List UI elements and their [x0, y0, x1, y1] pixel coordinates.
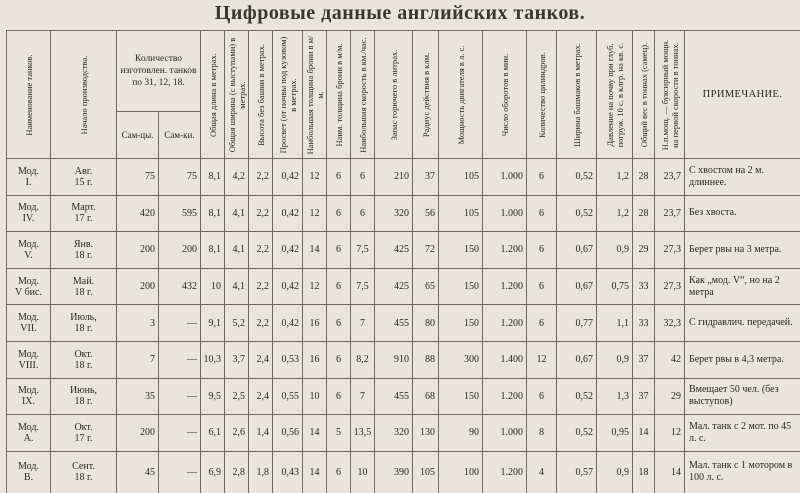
cell-range: 80 — [413, 305, 439, 342]
cell-start: Окт. 18 г. — [51, 341, 117, 378]
cell-clearance: 0,42 — [273, 232, 303, 269]
cell-female: — — [159, 378, 201, 415]
header-max-armor: Наибольшая толщина брони в м/м. — [303, 31, 327, 159]
header-qty-female: Сам-ки. — [159, 112, 201, 159]
cell-range: 72 — [413, 232, 439, 269]
cell-note: Вмещает 50 чел. (без выступов) — [685, 378, 800, 415]
cell-note: Мал. танк с 1 мотором в 100 л. с. — [685, 451, 800, 493]
cell-note: Как „мод. V“, но на 2 метра — [685, 268, 800, 305]
cell-female: — — [159, 415, 201, 452]
cell-height: 2,2 — [249, 305, 273, 342]
cell-max-armor: 10 — [303, 378, 327, 415]
cell-clearance: 0,43 — [273, 451, 303, 493]
table-row — [7, 232, 800, 269]
cell-power: 105 — [439, 195, 483, 232]
cell-fuel: 320 — [375, 195, 413, 232]
cell-speed: 6 — [351, 195, 375, 232]
cell-speed: 10 — [351, 451, 375, 493]
cell-width: 4,2 — [225, 159, 249, 196]
cell-male: 200 — [117, 268, 159, 305]
cell-max-armor: 14 — [303, 415, 327, 452]
cell-pressure: 1,2 — [597, 159, 633, 196]
cell-fuel: 320 — [375, 415, 413, 452]
cell-female: 75 — [159, 159, 201, 196]
cell-width: 2,8 — [225, 451, 249, 493]
cell-range: 37 — [413, 159, 439, 196]
cell-track: 0,52 — [557, 159, 597, 196]
cell-ratio: 32,3 — [655, 305, 685, 342]
cell-speed: 7,5 — [351, 268, 375, 305]
cell-ratio: 12 — [655, 415, 685, 452]
cell-weight: 29 — [633, 232, 655, 269]
cell-max-armor: 12 — [303, 159, 327, 196]
cell-height: 2,4 — [249, 378, 273, 415]
cell-name: Мод. V. — [7, 232, 51, 269]
cell-note: С хвостом на 2 м. длиннее. — [685, 159, 800, 196]
header-note: ПРИМЕЧАНИЕ. — [685, 31, 800, 159]
cell-height: 2,2 — [249, 159, 273, 196]
cell-max-armor: 16 — [303, 341, 327, 378]
cell-max-armor: 14 — [303, 232, 327, 269]
cell-range: 65 — [413, 268, 439, 305]
cell-female: 432 — [159, 268, 201, 305]
cell-rpm: 1.000 — [483, 415, 527, 452]
cell-name: Мод. IV. — [7, 195, 51, 232]
header-length: Общая длина в метрах. — [201, 31, 225, 159]
cell-min-armor: 6 — [327, 159, 351, 196]
cell-fuel: 425 — [375, 232, 413, 269]
cell-power: 105 — [439, 159, 483, 196]
cell-male: 7 — [117, 341, 159, 378]
cell-ratio: 27,3 — [655, 232, 685, 269]
table-row — [7, 305, 800, 342]
cell-note: Без хвоста. — [685, 195, 800, 232]
cell-rpm: 1.200 — [483, 451, 527, 493]
cell-length: 6,1 — [201, 415, 225, 452]
cell-height: 1,4 — [249, 415, 273, 452]
cell-width: 4,1 — [225, 268, 249, 305]
cell-min-armor: 6 — [327, 195, 351, 232]
cell-weight: 37 — [633, 341, 655, 378]
cell-weight: 14 — [633, 415, 655, 452]
table-row — [7, 415, 800, 452]
cell-power: 90 — [439, 415, 483, 452]
cell-width: 3,7 — [225, 341, 249, 378]
table-body — [7, 159, 800, 493]
cell-cyl: 6 — [527, 232, 557, 269]
cell-male: 200 — [117, 232, 159, 269]
cell-cyl: 8 — [527, 415, 557, 452]
cell-start: Март. 17 г. — [51, 195, 117, 232]
header-min-armor: Наим. толщина брони в м/м. — [327, 31, 351, 159]
table-row — [7, 268, 800, 305]
cell-female: — — [159, 341, 201, 378]
cell-power: 150 — [439, 305, 483, 342]
cell-min-armor: 6 — [327, 451, 351, 493]
cell-cyl: 6 — [527, 195, 557, 232]
cell-track: 0,67 — [557, 268, 597, 305]
cell-range: 130 — [413, 415, 439, 452]
header-qty-group: Количество изготовлен. танков по 31, 12, 18. — [117, 31, 201, 112]
cell-max-armor: 16 — [303, 305, 327, 342]
header-range: Радиус действия в клм. — [413, 31, 439, 159]
cell-note: Берет рвы на 3 метра. — [685, 232, 800, 269]
cell-power: 150 — [439, 232, 483, 269]
cell-width: 4,1 — [225, 195, 249, 232]
cell-length: 8,1 — [201, 159, 225, 196]
table-row — [7, 159, 800, 196]
cell-ratio: 23,7 — [655, 159, 685, 196]
cell-cyl: 12 — [527, 341, 557, 378]
cell-power: 300 — [439, 341, 483, 378]
page-title: Цифровые данные английских танков. — [214, 2, 586, 24]
cell-male: 420 — [117, 195, 159, 232]
cell-female: 200 — [159, 232, 201, 269]
cell-height: 2,2 — [249, 268, 273, 305]
cell-rpm: 1.000 — [483, 195, 527, 232]
cell-pressure: 1,2 — [597, 195, 633, 232]
cell-female: 595 — [159, 195, 201, 232]
header-cylinders: Количество цилиндров. — [527, 31, 557, 159]
cell-width: 2,5 — [225, 378, 249, 415]
cell-max-armor: 12 — [303, 268, 327, 305]
cell-length: 8,1 — [201, 232, 225, 269]
cell-length: 6,9 — [201, 451, 225, 493]
cell-cyl: 6 — [527, 378, 557, 415]
tank-data-table — [6, 30, 800, 493]
cell-cyl: 6 — [527, 159, 557, 196]
cell-clearance: 0,53 — [273, 341, 303, 378]
cell-min-armor: 5 — [327, 415, 351, 452]
cell-fuel: 390 — [375, 451, 413, 493]
cell-male: 75 — [117, 159, 159, 196]
cell-note: Мал. танк с 2 мот. по 45 л. с. — [685, 415, 800, 452]
cell-rpm: 1.200 — [483, 305, 527, 342]
header-power: Мощность двигателя в л. с. — [439, 31, 483, 159]
cell-ratio: 14 — [655, 451, 685, 493]
cell-weight: 33 — [633, 268, 655, 305]
cell-range: 56 — [413, 195, 439, 232]
header-fuel: Запас горючего в литрах. — [375, 31, 413, 159]
cell-start: Июнь, 18 г. — [51, 378, 117, 415]
cell-speed: 6 — [351, 159, 375, 196]
cell-pressure: 1,3 — [597, 378, 633, 415]
cell-fuel: 455 — [375, 378, 413, 415]
cell-name: Мод. A. — [7, 415, 51, 452]
cell-track: 0,67 — [557, 232, 597, 269]
cell-start: Окт. 17 г. — [51, 415, 117, 452]
cell-height: 2,2 — [249, 232, 273, 269]
cell-track: 0,77 — [557, 305, 597, 342]
cell-length: 10,3 — [201, 341, 225, 378]
cell-width: 5,2 — [225, 305, 249, 342]
header-height: Высота без башни в метрах. — [249, 31, 273, 159]
cell-min-armor: 6 — [327, 268, 351, 305]
cell-male: 200 — [117, 415, 159, 452]
cell-clearance: 0,42 — [273, 195, 303, 232]
cell-weight: 18 — [633, 451, 655, 493]
cell-weight: 28 — [633, 195, 655, 232]
header-start: Начало производства. — [51, 31, 117, 159]
cell-start: Авг. 15 г. — [51, 159, 117, 196]
cell-name: Мод. IX. — [7, 378, 51, 415]
cell-clearance: 0,42 — [273, 305, 303, 342]
header-clearance: Просвет (от почвы под кузовом) в метрах. — [273, 31, 303, 159]
cell-start: Янв. 18 г. — [51, 232, 117, 269]
cell-pressure: 1,1 — [597, 305, 633, 342]
cell-rpm: 1.000 — [483, 159, 527, 196]
header-pressure: Давление на почву при глуб. погруж. 10 с. в клгр. на кв. с. — [597, 31, 633, 159]
cell-power: 150 — [439, 268, 483, 305]
cell-min-armor: 6 — [327, 378, 351, 415]
header-width: Общая ширина (с выступами) в метрах. — [225, 31, 249, 159]
cell-speed: 7,5 — [351, 232, 375, 269]
cell-fuel: 425 — [375, 268, 413, 305]
cell-start: Май. 18 г. — [51, 268, 117, 305]
cell-length: 9,5 — [201, 378, 225, 415]
cell-cyl: 6 — [527, 305, 557, 342]
cell-clearance: 0,56 — [273, 415, 303, 452]
cell-min-armor: 6 — [327, 341, 351, 378]
cell-pressure: 0,95 — [597, 415, 633, 452]
table-row — [7, 341, 800, 378]
cell-speed: 7 — [351, 305, 375, 342]
cell-speed: 8,2 — [351, 341, 375, 378]
cell-ratio: 42 — [655, 341, 685, 378]
cell-male: 45 — [117, 451, 159, 493]
cell-height: 2,2 — [249, 195, 273, 232]
cell-speed: 7 — [351, 378, 375, 415]
cell-fuel: 910 — [375, 341, 413, 378]
cell-cyl: 4 — [527, 451, 557, 493]
cell-fuel: 455 — [375, 305, 413, 342]
header-speed: Наибольшая скорость в км./час. — [351, 31, 375, 159]
cell-min-armor: 6 — [327, 232, 351, 269]
cell-width: 2,6 — [225, 415, 249, 452]
cell-male: 35 — [117, 378, 159, 415]
cell-clearance: 0,42 — [273, 268, 303, 305]
cell-pressure: 0,9 — [597, 451, 633, 493]
cell-rpm: 1.200 — [483, 232, 527, 269]
cell-pressure: 0,75 — [597, 268, 633, 305]
header-rpm: Число оборотов в мин. — [483, 31, 527, 159]
cell-length: 8,1 — [201, 195, 225, 232]
table-row — [7, 378, 800, 415]
cell-fuel: 210 — [375, 159, 413, 196]
cell-rpm: 1.200 — [483, 268, 527, 305]
cell-name: Мод. B. — [7, 451, 51, 493]
cell-ratio: 29 — [655, 378, 685, 415]
cell-start: Сент. 18 г. — [51, 451, 117, 493]
cell-range: 105 — [413, 451, 439, 493]
cell-track: 0,52 — [557, 415, 597, 452]
cell-length: 10 — [201, 268, 225, 305]
cell-name: Мод. I. — [7, 159, 51, 196]
header-power-ratio: Н.п.мощ. — буксирный мощн. на первой скорости в тоннах. — [655, 31, 685, 159]
cell-rpm: 1.200 — [483, 378, 527, 415]
cell-ratio: 27,3 — [655, 268, 685, 305]
header-weight: Общий вес в тоннах (самец). — [633, 31, 655, 159]
cell-weight: 33 — [633, 305, 655, 342]
cell-name: Мод. V бис. — [7, 268, 51, 305]
cell-clearance: 0,42 — [273, 159, 303, 196]
cell-track: 0,52 — [557, 195, 597, 232]
cell-male: 3 — [117, 305, 159, 342]
cell-note: Берет рвы в 4,3 метра. — [685, 341, 800, 378]
header-qty-male: Сам-цы. — [117, 112, 159, 159]
header-track: Ширина башмаков в метрах. — [557, 31, 597, 159]
cell-track: 0,67 — [557, 341, 597, 378]
table-row — [7, 195, 800, 232]
cell-max-armor: 12 — [303, 195, 327, 232]
cell-pressure: 0,9 — [597, 232, 633, 269]
cell-start: Июль, 18 г. — [51, 305, 117, 342]
cell-length: 9,1 — [201, 305, 225, 342]
cell-pressure: 0,9 — [597, 341, 633, 378]
cell-weight: 37 — [633, 378, 655, 415]
cell-name: Мод. VIII. — [7, 341, 51, 378]
cell-female: — — [159, 305, 201, 342]
cell-power: 100 — [439, 451, 483, 493]
table-row — [7, 451, 800, 493]
cell-cyl: 6 — [527, 268, 557, 305]
cell-power: 150 — [439, 378, 483, 415]
cell-weight: 28 — [633, 159, 655, 196]
cell-track: 0,57 — [557, 451, 597, 493]
cell-width: 4,1 — [225, 232, 249, 269]
cell-range: 88 — [413, 341, 439, 378]
cell-min-armor: 6 — [327, 305, 351, 342]
cell-female: — — [159, 451, 201, 493]
cell-range: 68 — [413, 378, 439, 415]
cell-clearance: 0,55 — [273, 378, 303, 415]
cell-track: 0,52 — [557, 378, 597, 415]
cell-name: Мод. VII. — [7, 305, 51, 342]
header-name: Наименование танков. — [7, 31, 51, 159]
cell-speed: 13,5 — [351, 415, 375, 452]
cell-note: С гидравлич. передачей. — [685, 305, 800, 342]
cell-height: 1,8 — [249, 451, 273, 493]
cell-rpm: 1.400 — [483, 341, 527, 378]
cell-max-armor: 14 — [303, 451, 327, 493]
cell-ratio: 23,7 — [655, 195, 685, 232]
cell-height: 2,4 — [249, 341, 273, 378]
